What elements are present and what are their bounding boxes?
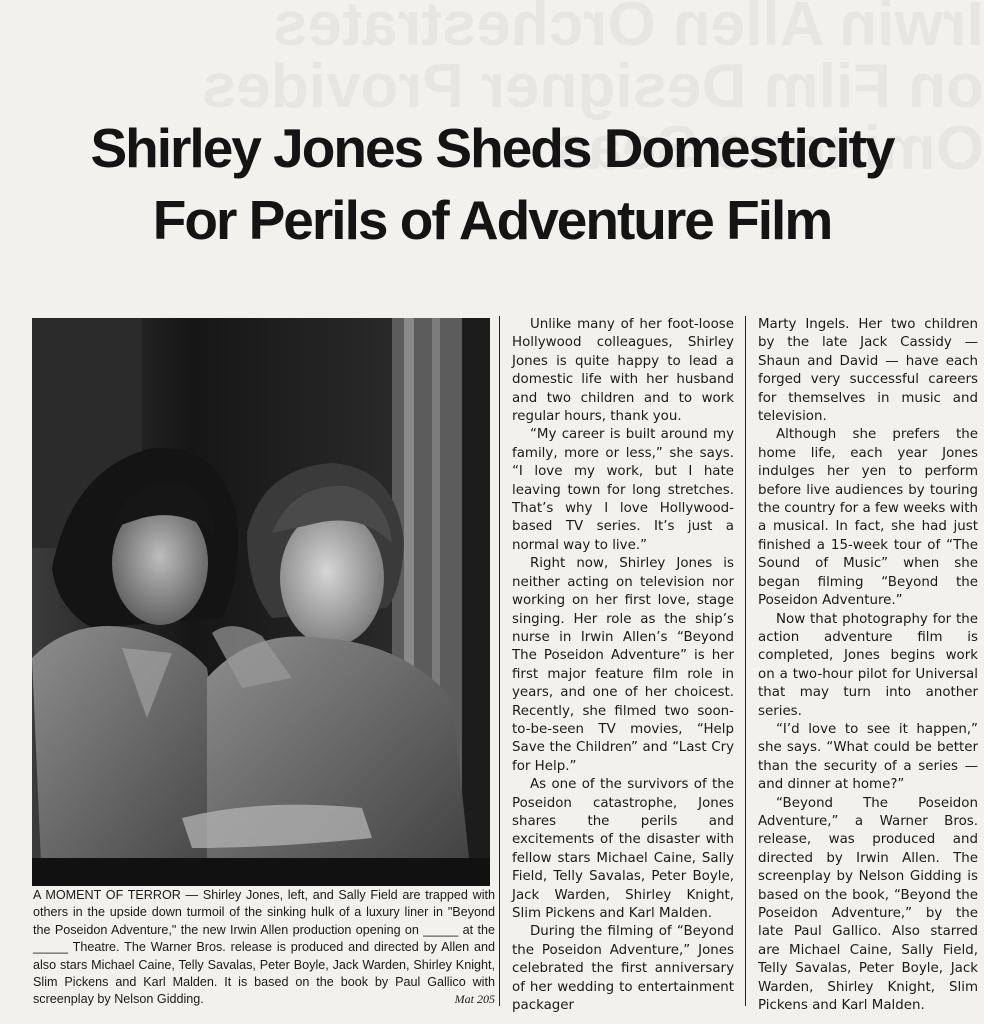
photo-illustration: [32, 318, 490, 886]
paragraph: “I’d love to see it happen,” she says. “What could be better than the security of a series — and dinner at home?”: [758, 721, 978, 793]
article-column-3: [758, 316, 978, 1015]
paragraph: Now that photography for the action adventure film is completed, Jones begins work on a two-hour pilot for Universal that may turn into another series.: [758, 611, 978, 719]
headline-line-1: Shirley Jones Sheds Domesticity: [90, 117, 894, 179]
paragraph: During the filming of “Beyond the Poseidon Adventure,” Jones celebrated the first anniversary of her wedding to entertainment packager: [512, 924, 734, 1014]
article-column-2: [512, 316, 734, 1015]
paragraph: “My career is built around my family, more or less,” she says. “I love my work, but I hate leaving town for long stretches. That’s why I love Hollywood-based TV series. It’s just a normal way to live.”: [512, 427, 734, 553]
column-rule-2: [745, 316, 746, 1006]
photo-caption: A MOMENT OF TERROR — Shirley Jones, left, and Sally Field are trapped with others in the upside down turmoil of the sinking hulk of a luxury liner in "Beyond the Poseidon Adventure," the new Irwin Allen production opening on _____ at the _____ Theatre. The Warner Bros. release is produced and directed by Allen and also stars Michael Caine, Telly Savalas, Peter Boyle, Jack Warden, Shirley Knight, Slim Pickens and Karl Malden. It is based on the book by Paul Gallico with screenplay by Nelson Gidding. Mat 205: [33, 887, 495, 1009]
paragraph: Right now, Shirley Jones is neither acting on television nor working on her first love, stage singing. Her role as the ship’s nurse in Irwin Allen’s “Beyond The Poseidon Adventure” is her first major feature film role in years, and one of her choicest. Recently, she filmed two soon-to-be-seen TV movies, “Help Save the Children” and “Last Cry for Help.”: [512, 556, 734, 774]
paragraph: “Beyond The Poseidon Adventure,” a Warner Bros. release, was produced and directed by Irwin Allen. The screenplay by Nelson Gidding is based on the book, “Beyond the Poseidon Adventure,” by the late Paul Gallico. Also starred are Michael Caine, Sally Field, Telly Savalas, Peter Boyle, Jack Warden, Shirley Knight, Slim Pickens and Karl Malden.: [758, 795, 978, 1014]
mat-credit: Mat 205: [454, 992, 495, 1007]
film-still-photo: [32, 318, 490, 886]
paragraph: As one of the survivors of the Poseidon catastrophe, Jones shares the perils and excitements of the disaster with fellow stars Michael Caine, Sally Field, Telly Savalas, Peter Boyle, Jack Warden, Shirley Knight, Slim Pickens and Karl Malden.: [512, 777, 734, 921]
paragraph: Marty Ingels. Her two children by the late Jack Cassidy — Shaun and David — have each forged very successful careers for themselves in music and television.: [758, 317, 978, 425]
paragraph: Although she prefers the home life, each year Jones indulges her yen to perform before live audiences by touring the country for a few weeks with a musical. In fact, she had just finished a 15-week tour of “The Sound of Music” when she began filming “Beyond the Poseidon Adventure.”: [758, 427, 978, 609]
paragraph: Unlike many of her foot-loose Hollywood colleagues, Shirley Jones is quite happy to lead a domestic life with her husband and two children and to work regular hours, thank you.: [512, 317, 734, 425]
headline: [0, 112, 984, 256]
headline-line-2: For Perils of Adventure Film: [152, 189, 832, 251]
column-rule-1: [499, 316, 500, 1006]
